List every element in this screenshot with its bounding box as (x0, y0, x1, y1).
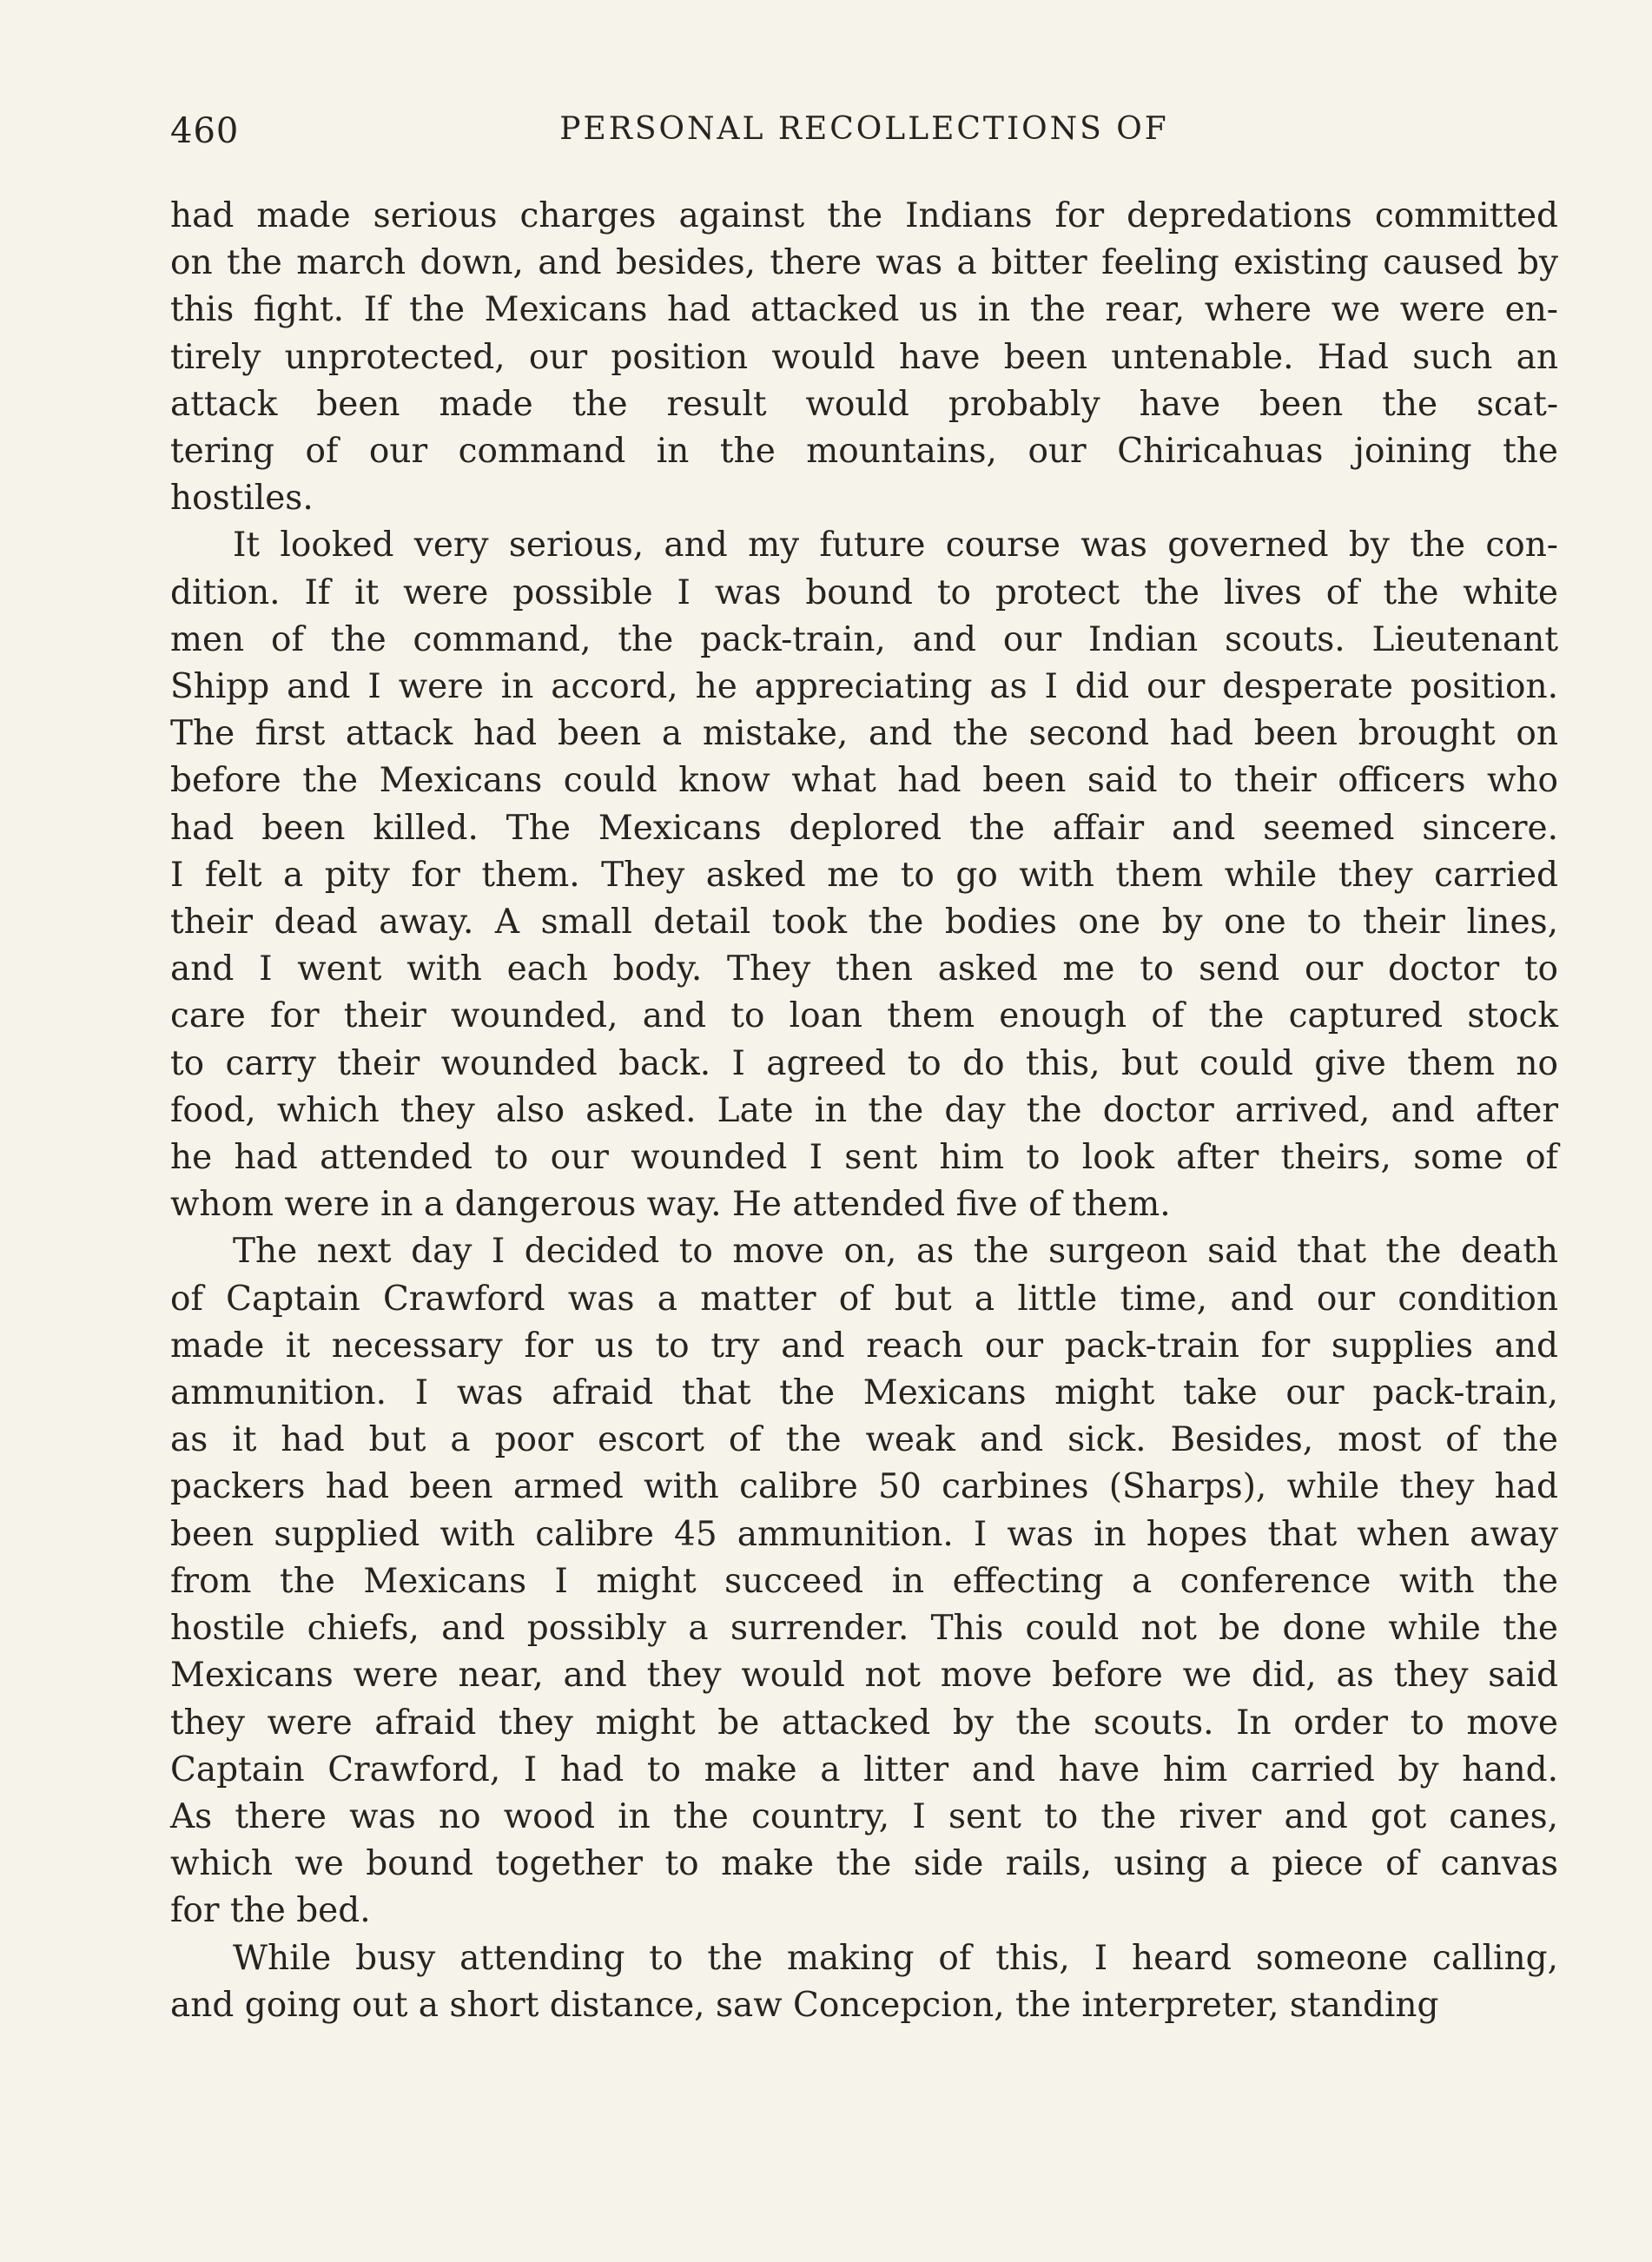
text-line: which we bound together to make the side rails, using a piece of canvas (170, 1844, 1558, 1884)
paragraph (170, 1228, 1558, 1935)
text-line: The first attack had been a mistake, and the second had been brought on (170, 714, 1558, 754)
text-line: ammunition. I was afraid that the Mexicans might take our pack-train, (170, 1373, 1558, 1413)
text-line: The next day I decided to move on, as the surgeon said that the death (233, 1232, 1558, 1272)
text-line: attack been made the result would probably have been the scat- (170, 384, 1558, 424)
paragraph (170, 1935, 1558, 2029)
text-line: hostiles. (170, 479, 314, 519)
text-line: this fight. If the Mexicans had attacked us in the rear, where we were en- (170, 290, 1558, 330)
text-line: they were afraid they might be attacked by the scouts. In order to move (170, 1703, 1558, 1743)
text-line: had been killed. The Mexicans deplored the affair and seemed sincere. (170, 808, 1558, 848)
text-line: and I went with each body. They then asked me to send our doctor to (170, 949, 1558, 989)
text-line: been supplied with calibre 45 ammunition. I was in hopes that when away (170, 1514, 1558, 1554)
text-line: Mexicans were near, and they would not move before we did, as they said (170, 1656, 1558, 1696)
text-line: Captain Crawford, I had to make a litter and have him carried by hand. (170, 1749, 1558, 1789)
page-header (170, 111, 1558, 163)
text-line: on the march down, and besides, there was a bitter feeling existing caused by (170, 243, 1558, 283)
text-line: While busy attending to the making of this, I heard someone calling, (233, 1938, 1558, 1978)
text-line: dition. If it were possible I was bound to protect the lives of the white (170, 572, 1558, 612)
text-line: As there was no wood in the country, I sent to the river and got canes, (170, 1796, 1558, 1836)
paragraph (170, 522, 1558, 1228)
text-line: packers had been armed with calibre 50 carbines (Sharps), while they had (170, 1467, 1558, 1507)
text-line: hostile chiefs, and possibly a surrender. This could not be done while the (170, 1609, 1558, 1649)
text-line: and going out a short distance, saw Concepcion, the interpreter, standing (170, 1985, 1439, 2025)
text-line: he had attended to our wounded I sent him to look after theirs, some of (170, 1138, 1558, 1178)
paragraph (170, 193, 1558, 522)
text-line: their dead away. A small detail took the bodies one by one to their lines, (170, 903, 1558, 942)
body-text (170, 193, 1558, 2029)
text-line: from the Mexicans I might succeed in effecting a conference with the (170, 1561, 1558, 1601)
text-line: whom were in a dangerous way. He attended five of them. (170, 1185, 1171, 1225)
page-number: 460 (170, 111, 240, 151)
text-line: Shipp and I were in accord, he appreciating as I did our desperate position. (170, 667, 1558, 707)
text-line: of Captain Crawford was a matter of but a little time, and our condition (170, 1279, 1558, 1319)
text-line: men of the command, the pack-train, and our Indian scouts. Lieutenant (170, 619, 1558, 659)
text-line: for the bed. (170, 1891, 371, 1931)
text-line: as it had but a poor escort of the weak and sick. Besides, most of the (170, 1420, 1558, 1460)
text-line: care for their wounded, and to loan them enough of the captured stock (170, 996, 1558, 1036)
text-line: tirely unprotected, our position would have been untenable. Had such an (170, 337, 1558, 377)
text-line: food, which they also asked. Late in the day the doctor arrived, and after (170, 1090, 1558, 1130)
text-line: tering of our command in the mountains, our Chiricahuas joining the (170, 432, 1558, 472)
text-line: I felt a pity for them. They asked me to go with them while they carried (170, 855, 1558, 895)
text-line: before the Mexicans could know what had been said to their officers who (170, 761, 1558, 801)
text-line: It looked very serious, and my future course was governed by the con- (233, 526, 1558, 566)
running-head: PERSONAL RECOLLECTIONS OF (559, 111, 1169, 147)
text-line: made it necessary for us to try and reach our pack-train for supplies and (170, 1326, 1558, 1366)
text-line: had made serious charges against the Indians for depredations committed (170, 196, 1558, 235)
text-line: to carry their wounded back. I agreed to do this, but could give them no (170, 1043, 1558, 1083)
